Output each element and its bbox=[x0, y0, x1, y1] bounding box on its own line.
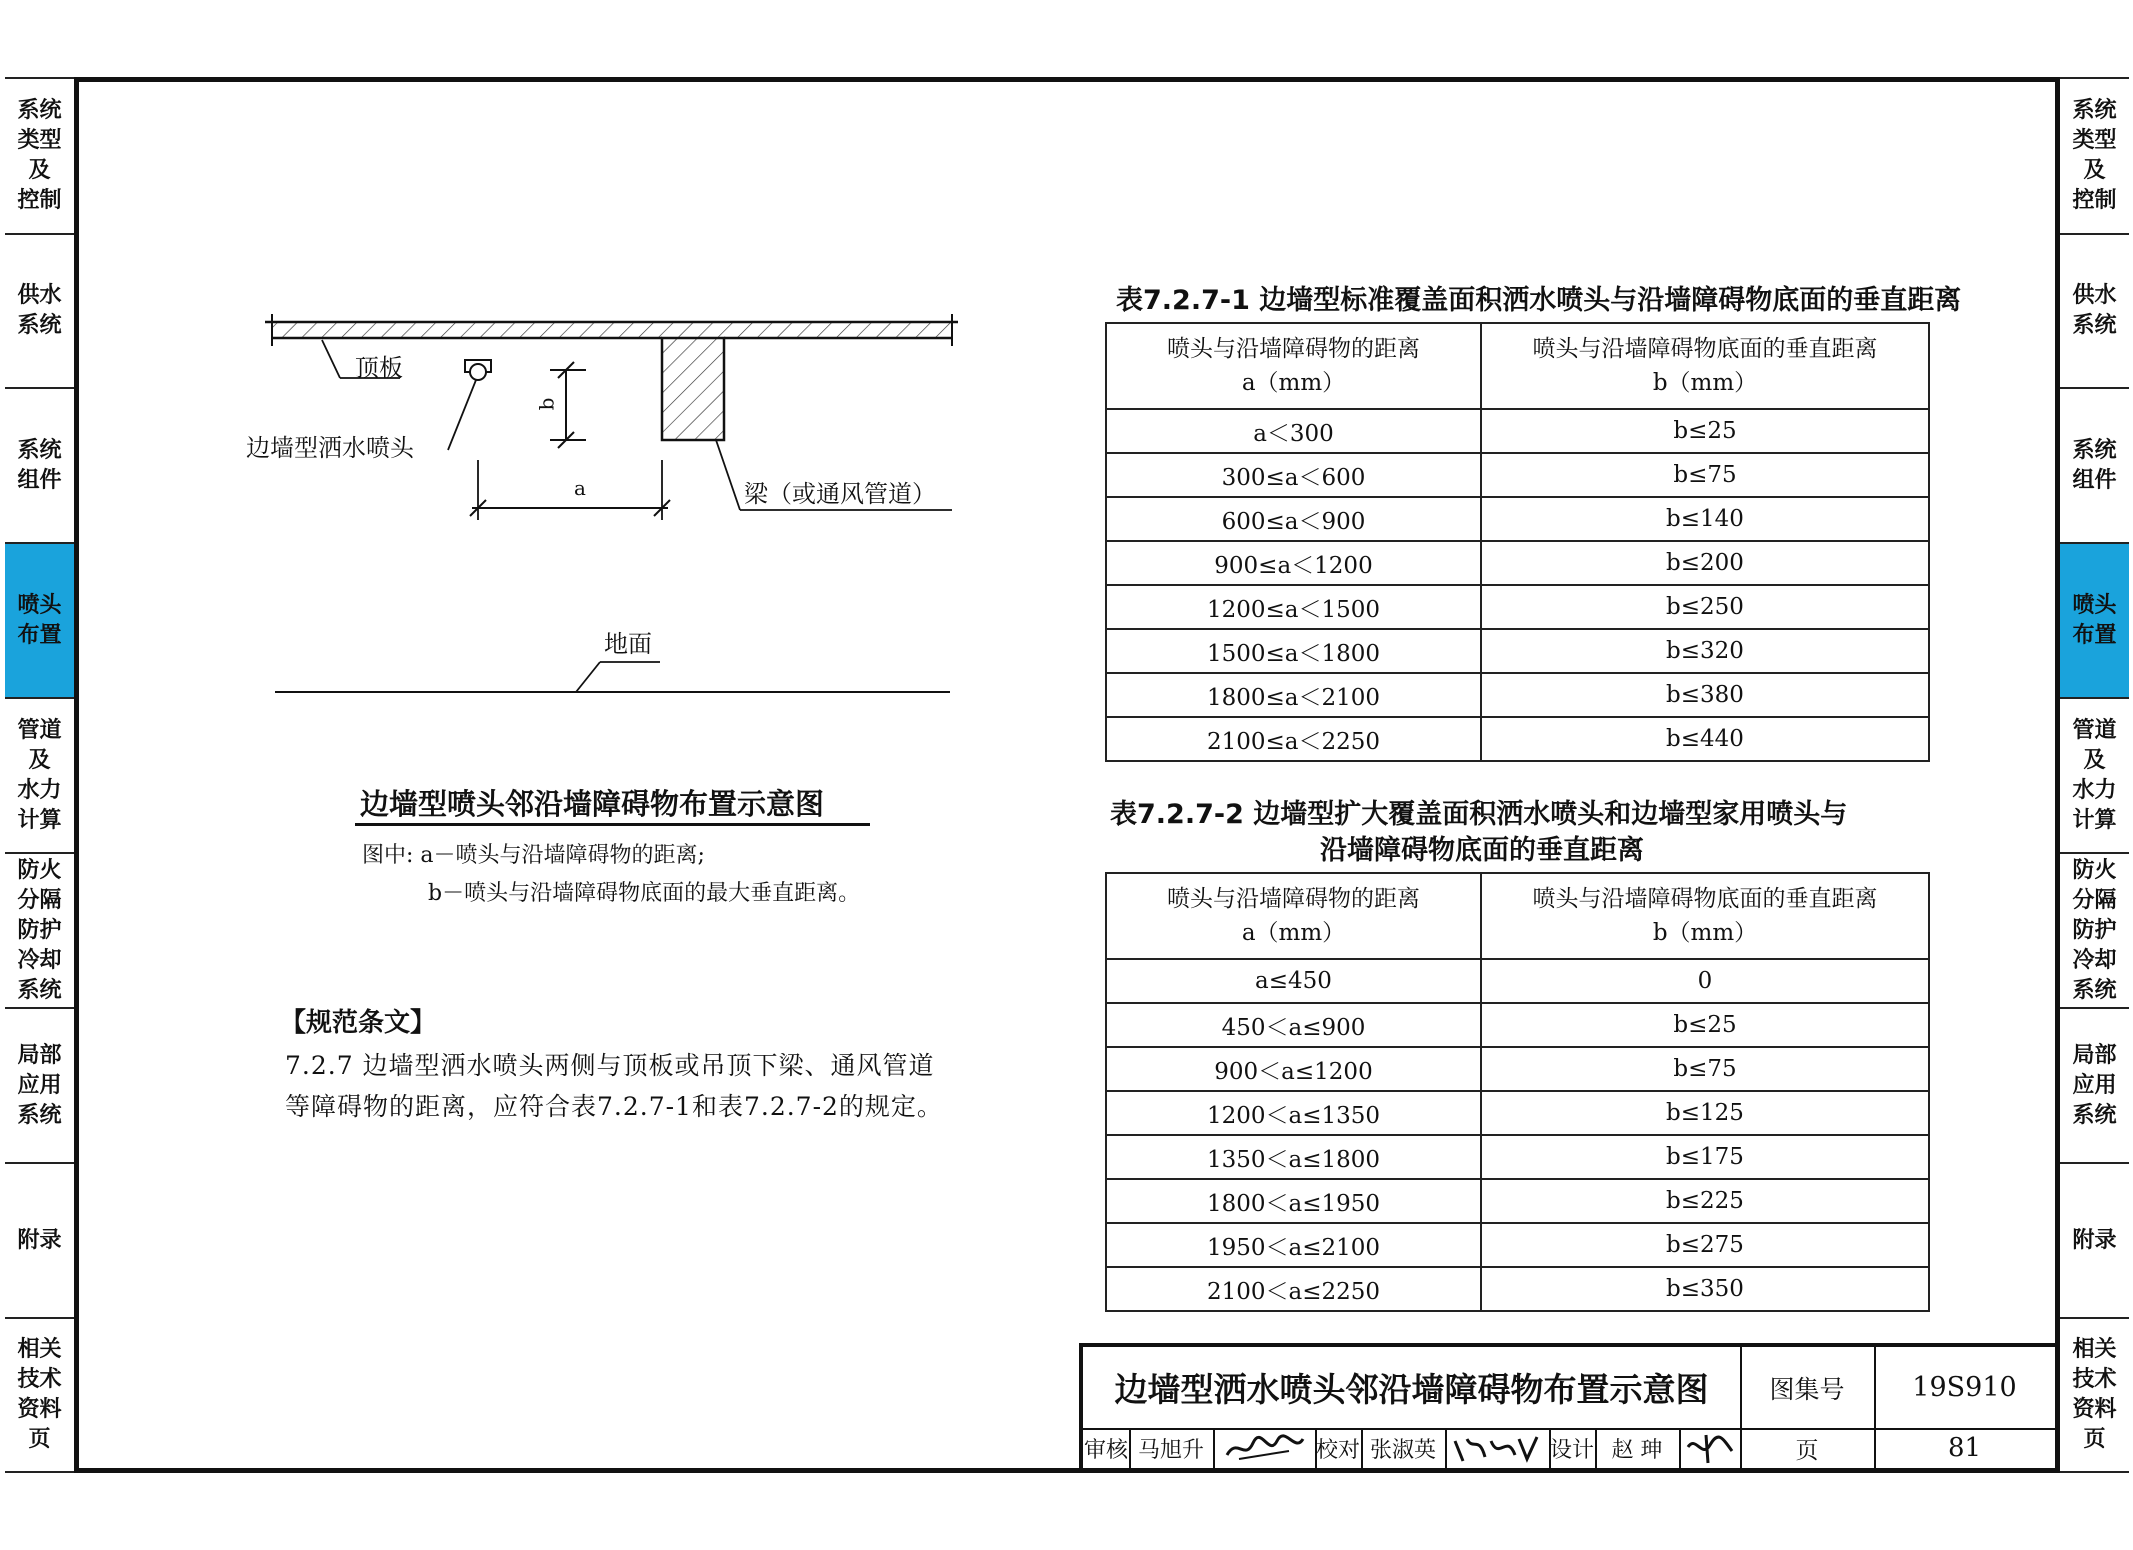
check-signature-mark bbox=[1449, 1431, 1545, 1465]
check-label: 校对 bbox=[1315, 1437, 1360, 1463]
table-row: 2100＜a≤2250 b≤350 bbox=[1106, 1267, 1929, 1311]
table-row: 450＜a≤900 b≤25 bbox=[1106, 1003, 1929, 1047]
side-tab-water-supply[interactable]: 供水 系统 bbox=[5, 233, 74, 387]
table-row: 1800≤a＜2100 b≤380 bbox=[1106, 673, 1929, 717]
table-header-b: 喷头与沿墙障碍物底面的垂直距离 b（mm） bbox=[1481, 323, 1929, 409]
review-name: 马旭升 bbox=[1137, 1437, 1204, 1463]
side-tab-piping[interactable]: 管道 及 水力 计算 bbox=[2060, 697, 2129, 852]
side-tab-local-application[interactable]: 局部 应用 系统 bbox=[5, 1007, 74, 1162]
sprinkler-head bbox=[465, 360, 491, 380]
side-tab-local-application[interactable]: 局部 应用 系统 bbox=[2060, 1007, 2129, 1162]
spec-heading: 【规范条文】 bbox=[280, 1008, 437, 1038]
roof-label: 顶板 bbox=[355, 354, 403, 382]
design-signature-mark bbox=[1682, 1431, 1738, 1465]
sidewall-sprinkler-diagram bbox=[240, 300, 980, 720]
table-row: 900≤a＜1200 b≤200 bbox=[1106, 541, 1929, 585]
table1-title: 表7.2.7-1 边墙型标准覆盖面积洒水喷头与沿墙障碍物底面的垂直距离 bbox=[1116, 285, 1962, 316]
table-row: 1950＜a≤2100 b≤275 bbox=[1106, 1223, 1929, 1267]
dim-a-label: a bbox=[574, 476, 586, 500]
title-block bbox=[1079, 1343, 2055, 1468]
side-tab-sprinkler-layout[interactable]: 喷头 布置 bbox=[2060, 542, 2129, 697]
side-tab-related-tech[interactable]: 相关 技术 资料 页 bbox=[5, 1317, 74, 1473]
side-tab-piping[interactable]: 管道 及 水力 计算 bbox=[5, 697, 74, 852]
page-number: 81 bbox=[1947, 1433, 1982, 1463]
diagram-caption: 边墙型喷头邻沿墙障碍物布置示意图 bbox=[360, 787, 825, 821]
floor-label: 地面 bbox=[604, 630, 652, 658]
spec-line-2: 等障碍物的距离，应符合表7.2.7-1和表7.2.7-2的规定。 bbox=[285, 1092, 943, 1121]
side-tab-appendix[interactable]: 附录 bbox=[2060, 1162, 2129, 1317]
design-label: 设计 bbox=[1549, 1437, 1594, 1463]
side-tab-water-supply[interactable]: 供水 系统 bbox=[2060, 233, 2129, 387]
table-header-a: 喷头与沿墙障碍物的距离 a（mm） bbox=[1106, 873, 1481, 959]
side-tab-sprinkler-layout[interactable]: 喷头 布置 bbox=[5, 542, 74, 697]
check-signature bbox=[1445, 1428, 1549, 1468]
table-row: 900＜a≤1200 b≤75 bbox=[1106, 1047, 1929, 1091]
sprinkler-label: 边墙型洒水喷头 bbox=[246, 434, 414, 462]
floor-line bbox=[275, 662, 950, 692]
table-header-a: 喷头与沿墙障碍物的距离 a（mm） bbox=[1106, 323, 1481, 409]
side-tab-related-tech[interactable]: 相关 技术 资料 页 bbox=[2060, 1317, 2129, 1473]
table-row: 2100≤a＜2250 b≤440 bbox=[1106, 717, 1929, 761]
check-name: 张淑英 bbox=[1369, 1437, 1436, 1463]
side-tab-components[interactable]: 系统 组件 bbox=[5, 387, 74, 542]
atlas-number: 19S910 bbox=[1912, 1372, 2017, 1403]
side-tab-components[interactable]: 系统 组件 bbox=[2060, 387, 2129, 542]
note-line-1: 图中: a－喷头与沿墙障碍物的距离; bbox=[362, 843, 705, 868]
table-row: 1200＜a≤1350 b≤125 bbox=[1106, 1091, 1929, 1135]
roof-slab bbox=[265, 314, 958, 346]
table-row: a≤450 0 bbox=[1106, 959, 1929, 1003]
table-header-row bbox=[1106, 323, 1929, 409]
table-row: a＜300 b≤25 bbox=[1106, 409, 1929, 453]
review-signature bbox=[1213, 1428, 1315, 1468]
roof-leader bbox=[322, 340, 340, 378]
table-row: 300≤a＜600 b≤75 bbox=[1106, 453, 1929, 497]
drawing-title: 边墙型洒水喷头邻沿墙障碍物布置示意图 bbox=[1114, 1370, 1709, 1409]
table-row: 1350＜a≤1800 b≤175 bbox=[1106, 1135, 1929, 1179]
table-row: 1500≤a＜1800 b≤320 bbox=[1106, 629, 1929, 673]
side-tab-system-type[interactable]: 系统 类型 及 控制 bbox=[2060, 77, 2129, 233]
table2-title-line-2: 沿墙障碍物底面的垂直距离 bbox=[1320, 835, 1644, 866]
side-tab-fire-separation[interactable]: 防火 分隔 防护 冷却 系统 bbox=[2060, 852, 2129, 1007]
beam bbox=[662, 338, 724, 440]
table2-title-line-1: 表7.2.7-2 边墙型扩大覆盖面积洒水喷头和边墙型家用喷头与 bbox=[1110, 799, 1848, 830]
side-tab-system-type[interactable]: 系统 类型 及 控制 bbox=[5, 77, 74, 233]
dimension-a bbox=[470, 460, 670, 520]
caption-underline bbox=[355, 823, 870, 826]
review-label: 审核 bbox=[1083, 1437, 1128, 1463]
beam-label: 梁（或通风管道） bbox=[744, 480, 936, 508]
review-signature-mark bbox=[1219, 1431, 1309, 1465]
table-row: 1200≤a＜1500 b≤250 bbox=[1106, 585, 1929, 629]
table-header-row bbox=[1106, 873, 1929, 959]
design-name: 赵 珅 bbox=[1611, 1437, 1663, 1463]
atlas-label: 图集号 bbox=[1769, 1374, 1845, 1404]
note-line-2: b－喷头与沿墙障碍物底面的最大垂直距离。 bbox=[428, 881, 861, 906]
side-tab-fire-separation[interactable]: 防火 分隔 防护 冷却 系统 bbox=[5, 852, 74, 1007]
table-row: 1800＜a≤1950 b≤225 bbox=[1106, 1179, 1929, 1223]
table2 bbox=[1105, 872, 1930, 1312]
side-tab-appendix[interactable]: 附录 bbox=[5, 1162, 74, 1317]
table-header-b: 喷头与沿墙障碍物底面的垂直距离 b（mm） bbox=[1481, 873, 1929, 959]
beam-leader bbox=[716, 440, 740, 510]
table-row: 600≤a＜900 b≤140 bbox=[1106, 497, 1929, 541]
sprinkler-leader bbox=[448, 380, 476, 450]
page-label: 页 bbox=[1795, 1437, 1819, 1464]
table1 bbox=[1105, 322, 1930, 762]
design-signature bbox=[1679, 1428, 1740, 1468]
dim-b-label: b bbox=[534, 397, 559, 411]
spec-line-1: 7.2.7 边墙型洒水喷头两侧与顶板或吊顶下梁、通风管道 bbox=[285, 1051, 935, 1080]
